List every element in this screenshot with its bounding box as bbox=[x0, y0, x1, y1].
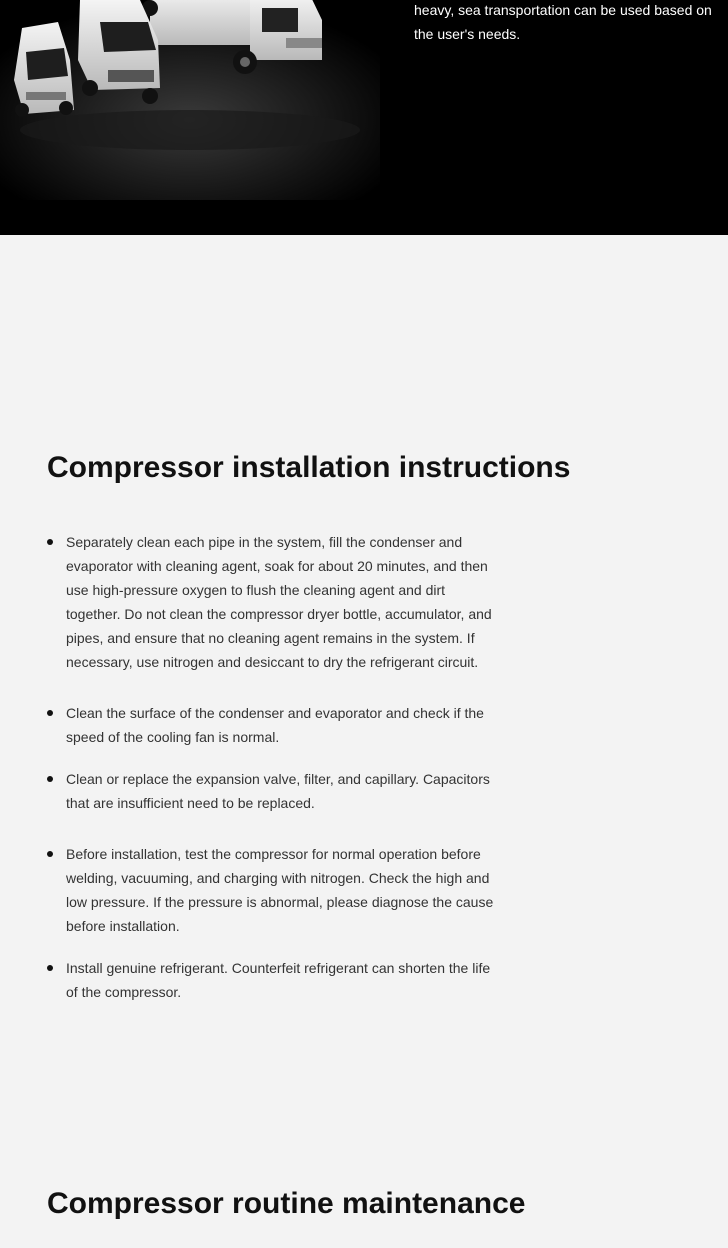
bullet-icon bbox=[47, 851, 53, 857]
bullet-icon bbox=[47, 965, 53, 971]
hero-description: heavy, sea transportation can be used based on the user's needs. bbox=[414, 2, 712, 42]
bullet-icon bbox=[47, 539, 53, 545]
hero-banner bbox=[0, 0, 728, 235]
list-item: Before installation, test the compressor for normal operation before welding, vacuuming, and charging with nitrogen. Check the high and low pressure. If the pressure is abnormal, please diagnose the cause before installation. bbox=[47, 842, 495, 938]
list-item: Clean or replace the expansion valve, filter, and capillary. Capacitors that are insufficient need to be replaced. bbox=[47, 767, 495, 815]
maintenance-title: Compressor routine maintenance bbox=[47, 1187, 526, 1220]
bullet-icon bbox=[47, 710, 53, 716]
bullet-icon bbox=[47, 776, 53, 782]
installation-section bbox=[47, 450, 687, 1022]
vehicles-image bbox=[0, 0, 380, 200]
installation-title: Compressor installation instructions bbox=[47, 451, 571, 484]
maintenance-section bbox=[47, 1186, 687, 1222]
list-item: Install genuine refrigerant. Counterfeit refrigerant can shorten the life of the compressor. bbox=[47, 956, 495, 1004]
list-item: Separately clean each pipe in the system, fill the condenser and evaporator with cleaning agent, soak for about 20 minutes, and then use high-pressure oxygen to flush the cleaning agent and dirt together. Do not clean the compressor dryer bottle, accumulator, and pipes, and ensure that no cleaning agent remains in the system. If necessary, use nitrogen and desiccant to dry the refrigerant circuit. bbox=[47, 530, 495, 674]
installation-list bbox=[47, 530, 495, 1004]
list-item: Clean the surface of the condenser and evaporator and check if the speed of the cooling fan is normal. bbox=[47, 701, 495, 749]
